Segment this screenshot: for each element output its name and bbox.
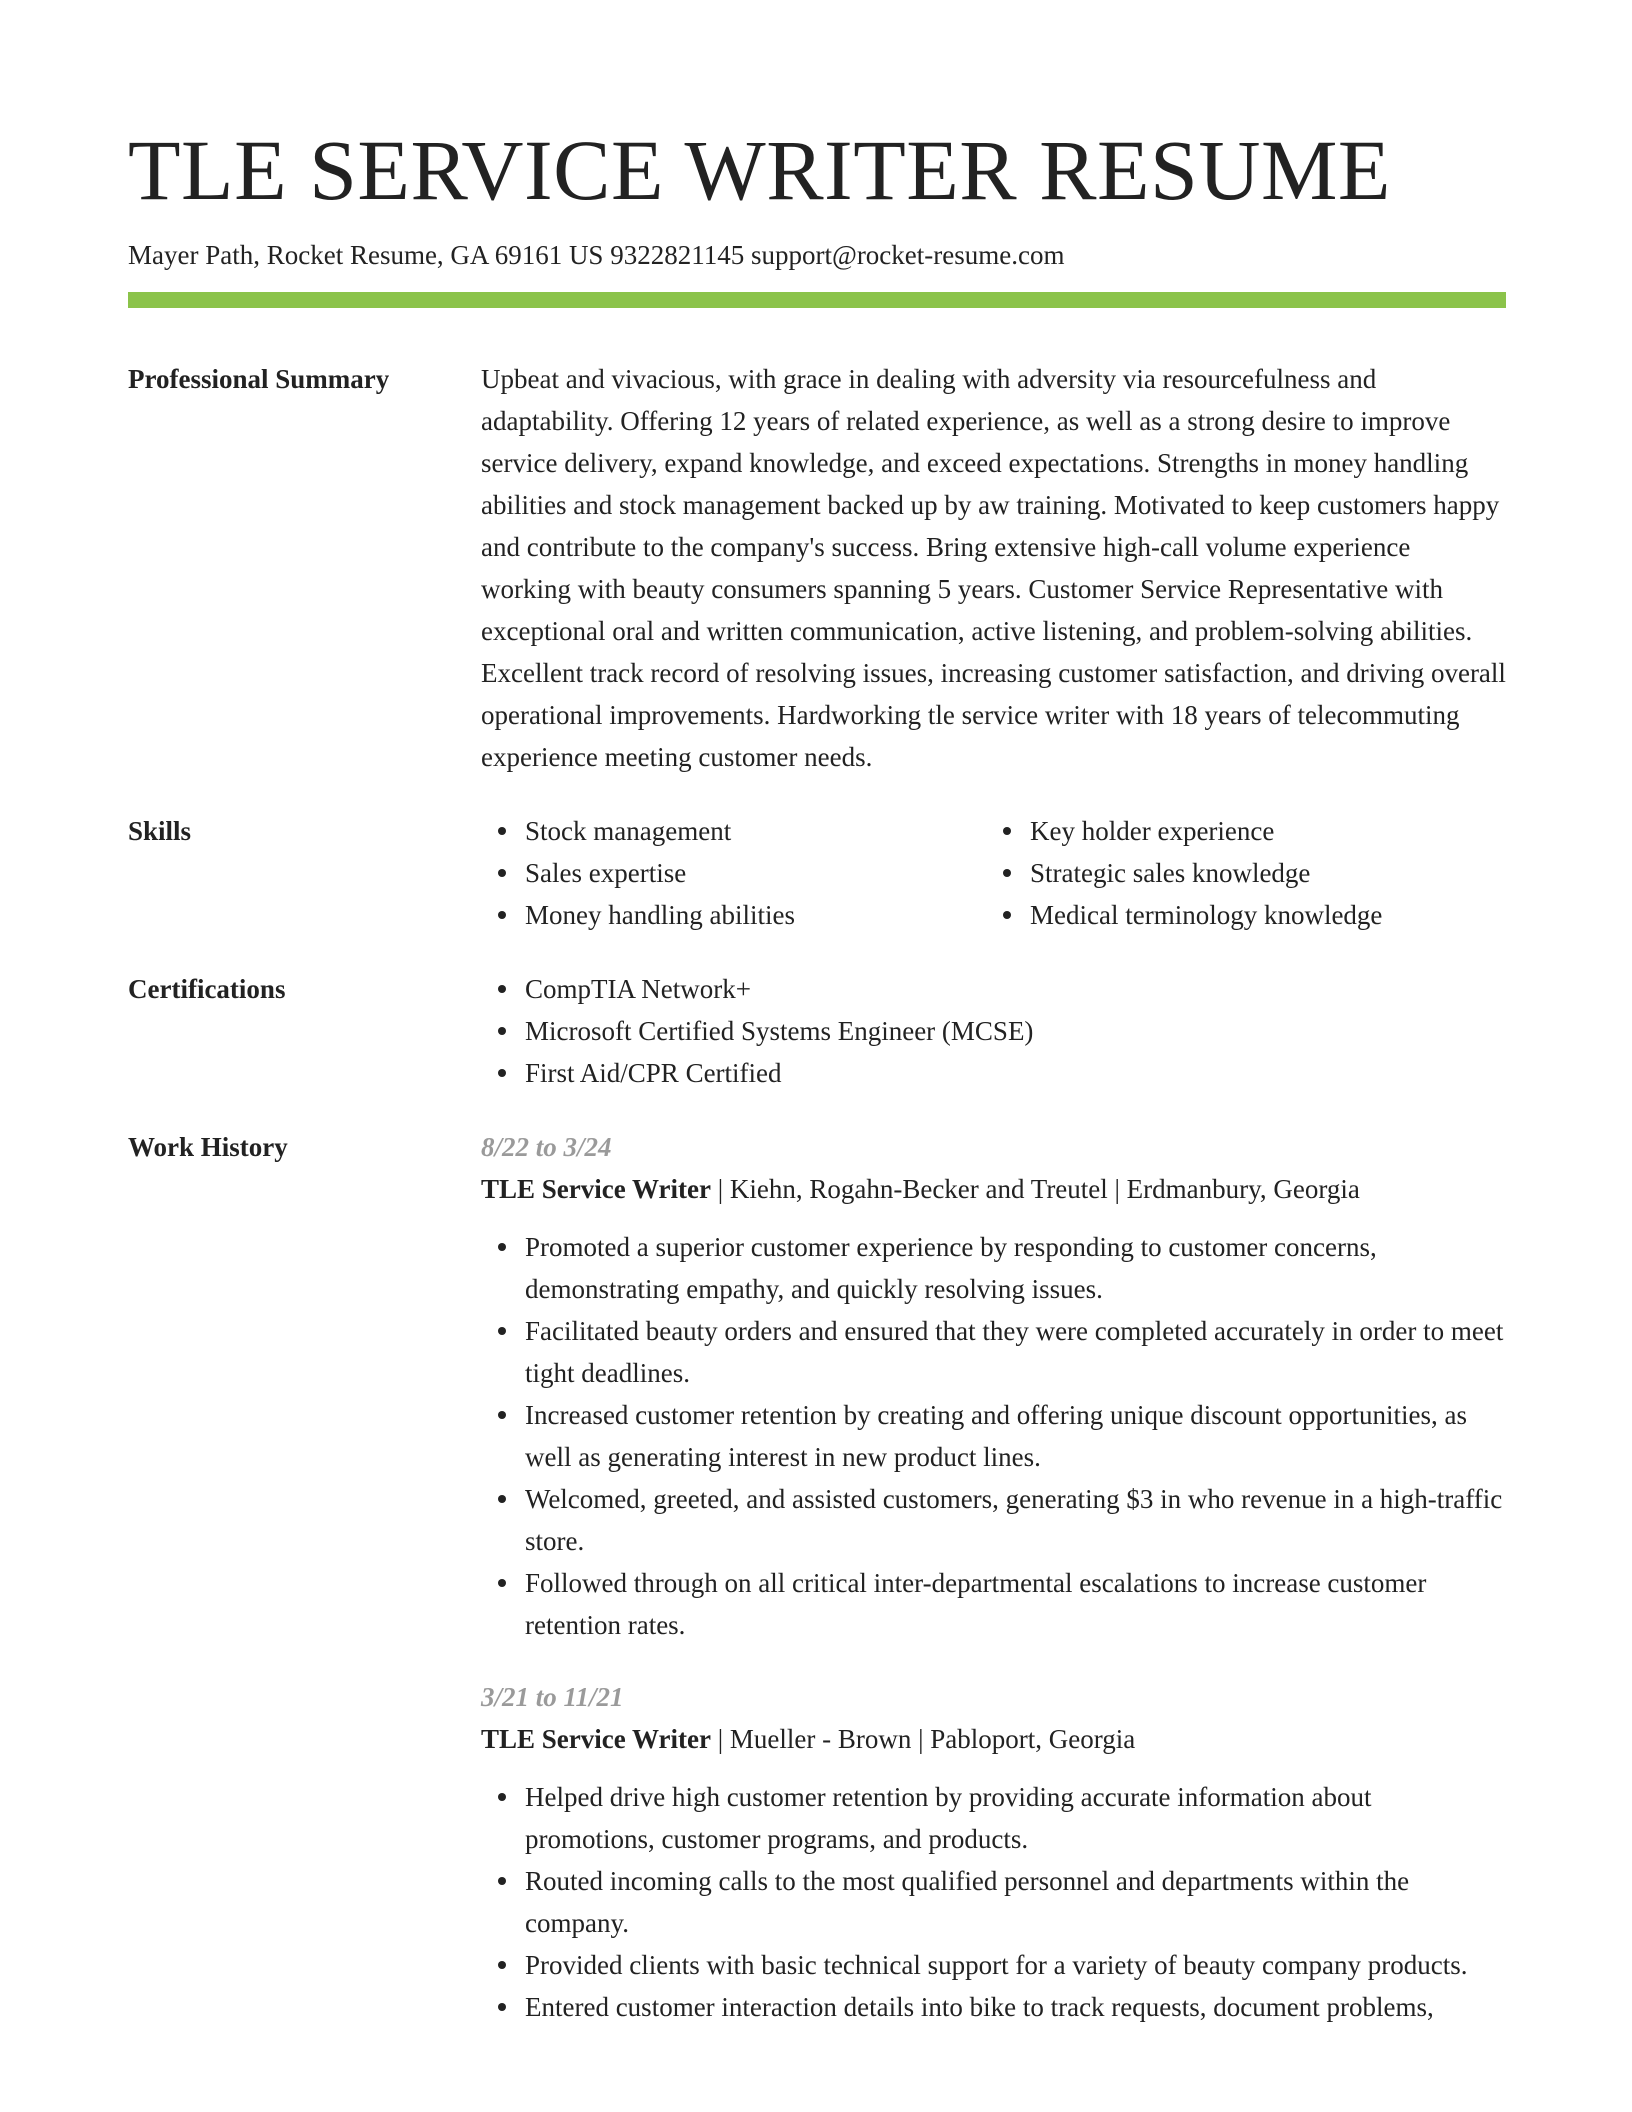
job-dates: 8/22 to 3/24 bbox=[481, 1132, 612, 1162]
summary-text: Upbeat and vivacious, with grace in dealing with adversity via resourcefulness and adaptability. Offering 12 years of related experience, as well as a strong desire to improve service delivery, expand knowledge, and exceed expectations. Strengths in money handling abilities and stock management backed up by aw training. Motivated to keep customers happy and contribute to the company's success. Bring extensive high-call volume experience working with beauty consumers spanning 5 years. Customer Service Representative with exceptional oral and written communication, active listening, and problem-solving abilities. Excellent track record of resolving issues, increasing customer satisfaction, and driving overall operational improvements. Hardworking tle service writer with 18 years of telecommuting experience meeting customer needs. bbox=[481, 364, 1506, 772]
certification-item: CompTIA Network+ bbox=[525, 968, 1506, 1010]
job-title: TLE Service Writer bbox=[481, 1174, 711, 1204]
accent-divider bbox=[128, 292, 1506, 308]
job-duty-item: Routed incoming calls to the most qualified personnel and departments within the company. bbox=[525, 1860, 1506, 1944]
skill-item: Sales expertise bbox=[525, 852, 1030, 894]
section-label-work-history: Work History bbox=[128, 1132, 288, 1162]
section-label-skills: Skills bbox=[128, 816, 192, 846]
work-history-body bbox=[481, 1126, 1506, 2028]
skills-body bbox=[481, 810, 1535, 936]
summary-body bbox=[481, 358, 1506, 778]
skill-item: Stock management bbox=[525, 810, 1030, 852]
skill-item: Money handling abilities bbox=[525, 894, 1030, 936]
job-dates: 3/21 to 11/21 bbox=[481, 1682, 624, 1712]
job-duty-item: Welcomed, greeted, and assisted customers, generating $3 in who revenue in a high-traffic store. bbox=[525, 1478, 1506, 1562]
job-heading bbox=[481, 1718, 1506, 1760]
job-duties-list bbox=[481, 1226, 1506, 1646]
contact-info: Mayer Path, Rocket Resume, GA 69161 US 9322821145 support@rocket-resume.com bbox=[128, 240, 1065, 270]
job-entry bbox=[481, 1126, 1506, 1646]
job-entry bbox=[481, 1676, 1506, 2028]
skills-section bbox=[128, 810, 1506, 936]
job-heading bbox=[481, 1168, 1506, 1210]
job-duty-item: Promoted a superior customer experience by responding to customer concerns, demonstrating empathy, and quickly resolving issues. bbox=[525, 1226, 1506, 1310]
job-company-location: | Kiehn, Rogahn-Becker and Treutel | Erdmanbury, Georgia bbox=[710, 1174, 1360, 1204]
job-duties-list bbox=[481, 1776, 1506, 2028]
job-duty-item: Helped drive high customer retention by providing accurate information about promotions, customer programs, and products. bbox=[525, 1776, 1506, 1860]
job-duty-item: Entered customer interaction details into bike to track requests, document problems, bbox=[525, 1986, 1506, 2028]
job-company-location: | Mueller - Brown | Pabloport, Georgia bbox=[710, 1724, 1136, 1754]
certification-item: First Aid/CPR Certified bbox=[525, 1052, 1506, 1094]
section-label-certifications: Certifications bbox=[128, 974, 286, 1004]
job-duty-item: Facilitated beauty orders and ensured that they were completed accurately in order to meet tight deadlines. bbox=[525, 1310, 1506, 1394]
job-duty-item: Provided clients with basic technical support for a variety of beauty company products. bbox=[525, 1944, 1506, 1986]
skill-item: Key holder experience bbox=[1030, 810, 1535, 852]
job-duty-item: Followed through on all critical inter-departmental escalations to increase customer retention rates. bbox=[525, 1562, 1506, 1646]
job-duty-item: Increased customer retention by creating and offering unique discount opportunities, as well as generating interest in new product lines. bbox=[525, 1394, 1506, 1478]
resume-title: TLE SERVICE WRITER RESUME bbox=[128, 122, 1391, 218]
skill-item: Medical terminology knowledge bbox=[1030, 894, 1535, 936]
skills-list bbox=[481, 810, 1535, 936]
skill-item: Strategic sales knowledge bbox=[1030, 852, 1535, 894]
certifications-list bbox=[481, 968, 1506, 1094]
certifications-body bbox=[481, 968, 1506, 1094]
work-history-section bbox=[128, 1126, 1506, 2028]
section-label-summary: Professional Summary bbox=[128, 364, 390, 394]
resume-page bbox=[128, 0, 1506, 2028]
professional-summary-section bbox=[128, 358, 1506, 778]
certifications-section bbox=[128, 968, 1506, 1094]
certification-item: Microsoft Certified Systems Engineer (MCSE) bbox=[525, 1010, 1506, 1052]
job-title: TLE Service Writer bbox=[481, 1724, 711, 1754]
